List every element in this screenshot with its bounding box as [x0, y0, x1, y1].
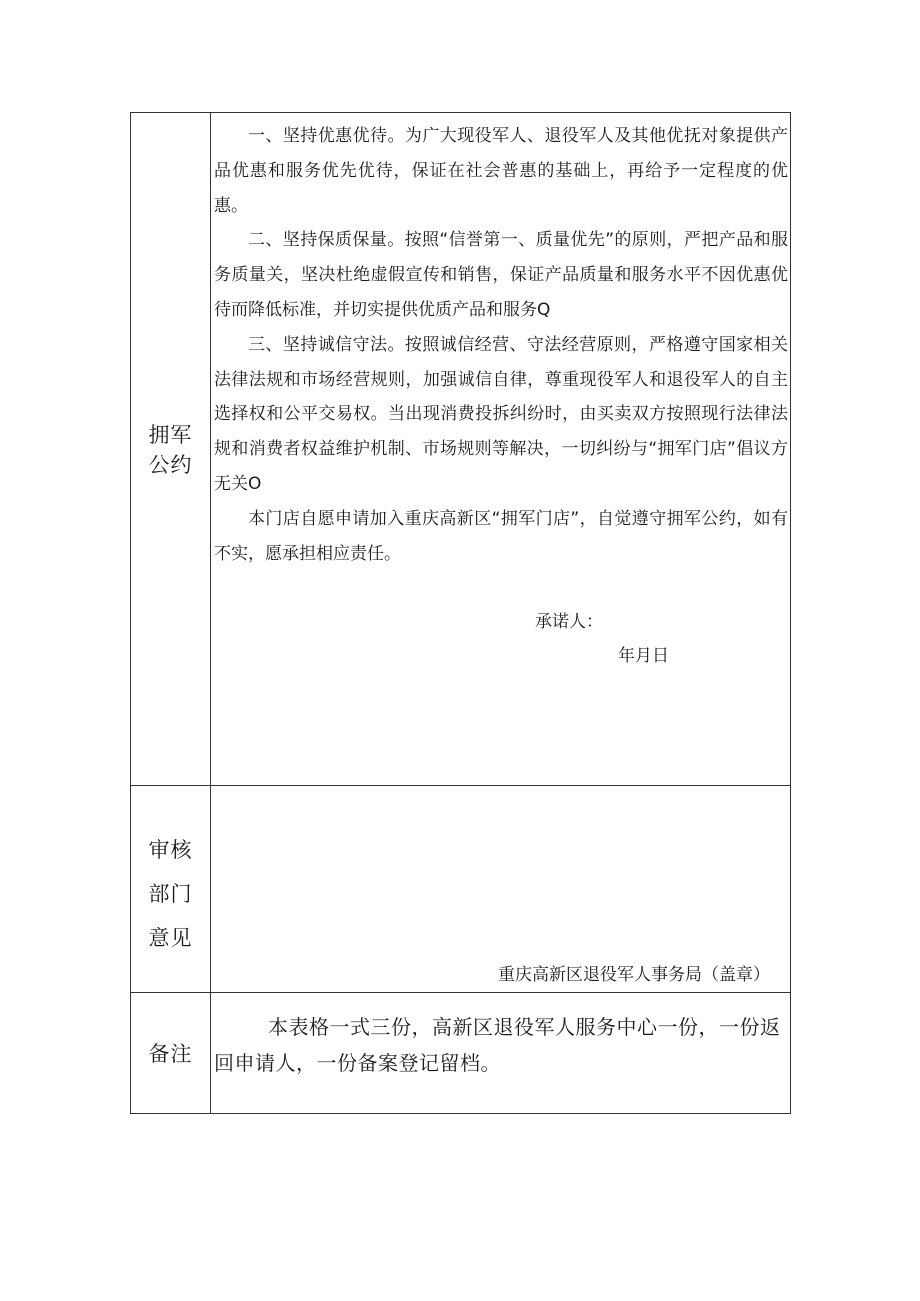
- pledge-paragraph-3: 三、坚持诚信守法。按照诚信经营、守法经营原则，严格遵守国家相关法律法规和市场经营规则，加强诚信自律，尊重现役军人和退役军人的自主选择权和公平交易权。当出现消费投拆纠纷时，由买卖双方按照现行法律法规和消费者权益维护机制、市场规则等解决，一切纠纷与“拥军门店”倡议方无关O: [214, 334, 788, 494]
- pledge-label-cell: [131, 113, 211, 786]
- pledge-label-line1: 拥军: [148, 423, 193, 447]
- review-label-line3: 意见: [148, 926, 193, 950]
- date-label: 年月日: [618, 646, 669, 667]
- review-label-line1: 审核: [148, 838, 193, 862]
- review-department-seal: 重庆高新区退役军人事务局（盖章）: [498, 965, 770, 985]
- note-label-cell: [131, 993, 211, 1114]
- pledge-form-table: [130, 112, 791, 1114]
- review-label-cell: [131, 786, 211, 993]
- note-label: 备注: [148, 1042, 193, 1066]
- pledge-paragraph-4: 本门店自愿申请加入重庆高新区“拥军门店”，自觉遵守拥军公约，如有不实，愿承担相应责任。: [214, 508, 788, 564]
- review-row: [131, 786, 791, 993]
- note-row: [131, 993, 791, 1114]
- pledge-paragraph-1: 一、坚持优惠优待。为广大现役军人、退役军人及其他优抚对象提供产品优惠和服务优先优待，保证在社会普惠的基础上，再给予一定程度的优惠。: [214, 126, 788, 216]
- pledge-label-line2: 公约: [148, 453, 193, 477]
- review-label-line2: 部门: [148, 882, 193, 906]
- review-content-cell: [211, 786, 791, 993]
- signer-label: 承诺人：: [535, 612, 603, 633]
- note-text: 本表格一式三份，高新区退役军人服务中心一份，一份返回申请人，一份备案登记留档。: [214, 1015, 781, 1075]
- pledge-paragraph-2: 二、坚持保质保量。按照“信誉第一、质量优先”的原则，严把产品和服务质量关，坚决杜绝虚假宣传和销售，保证产品质量和服务水平不因优惠优待而降低标准，并切实提供优质产品和服务Q: [214, 230, 788, 320]
- note-content-cell: [211, 993, 791, 1114]
- pledge-row: [131, 113, 791, 786]
- pledge-content-cell: [211, 113, 791, 786]
